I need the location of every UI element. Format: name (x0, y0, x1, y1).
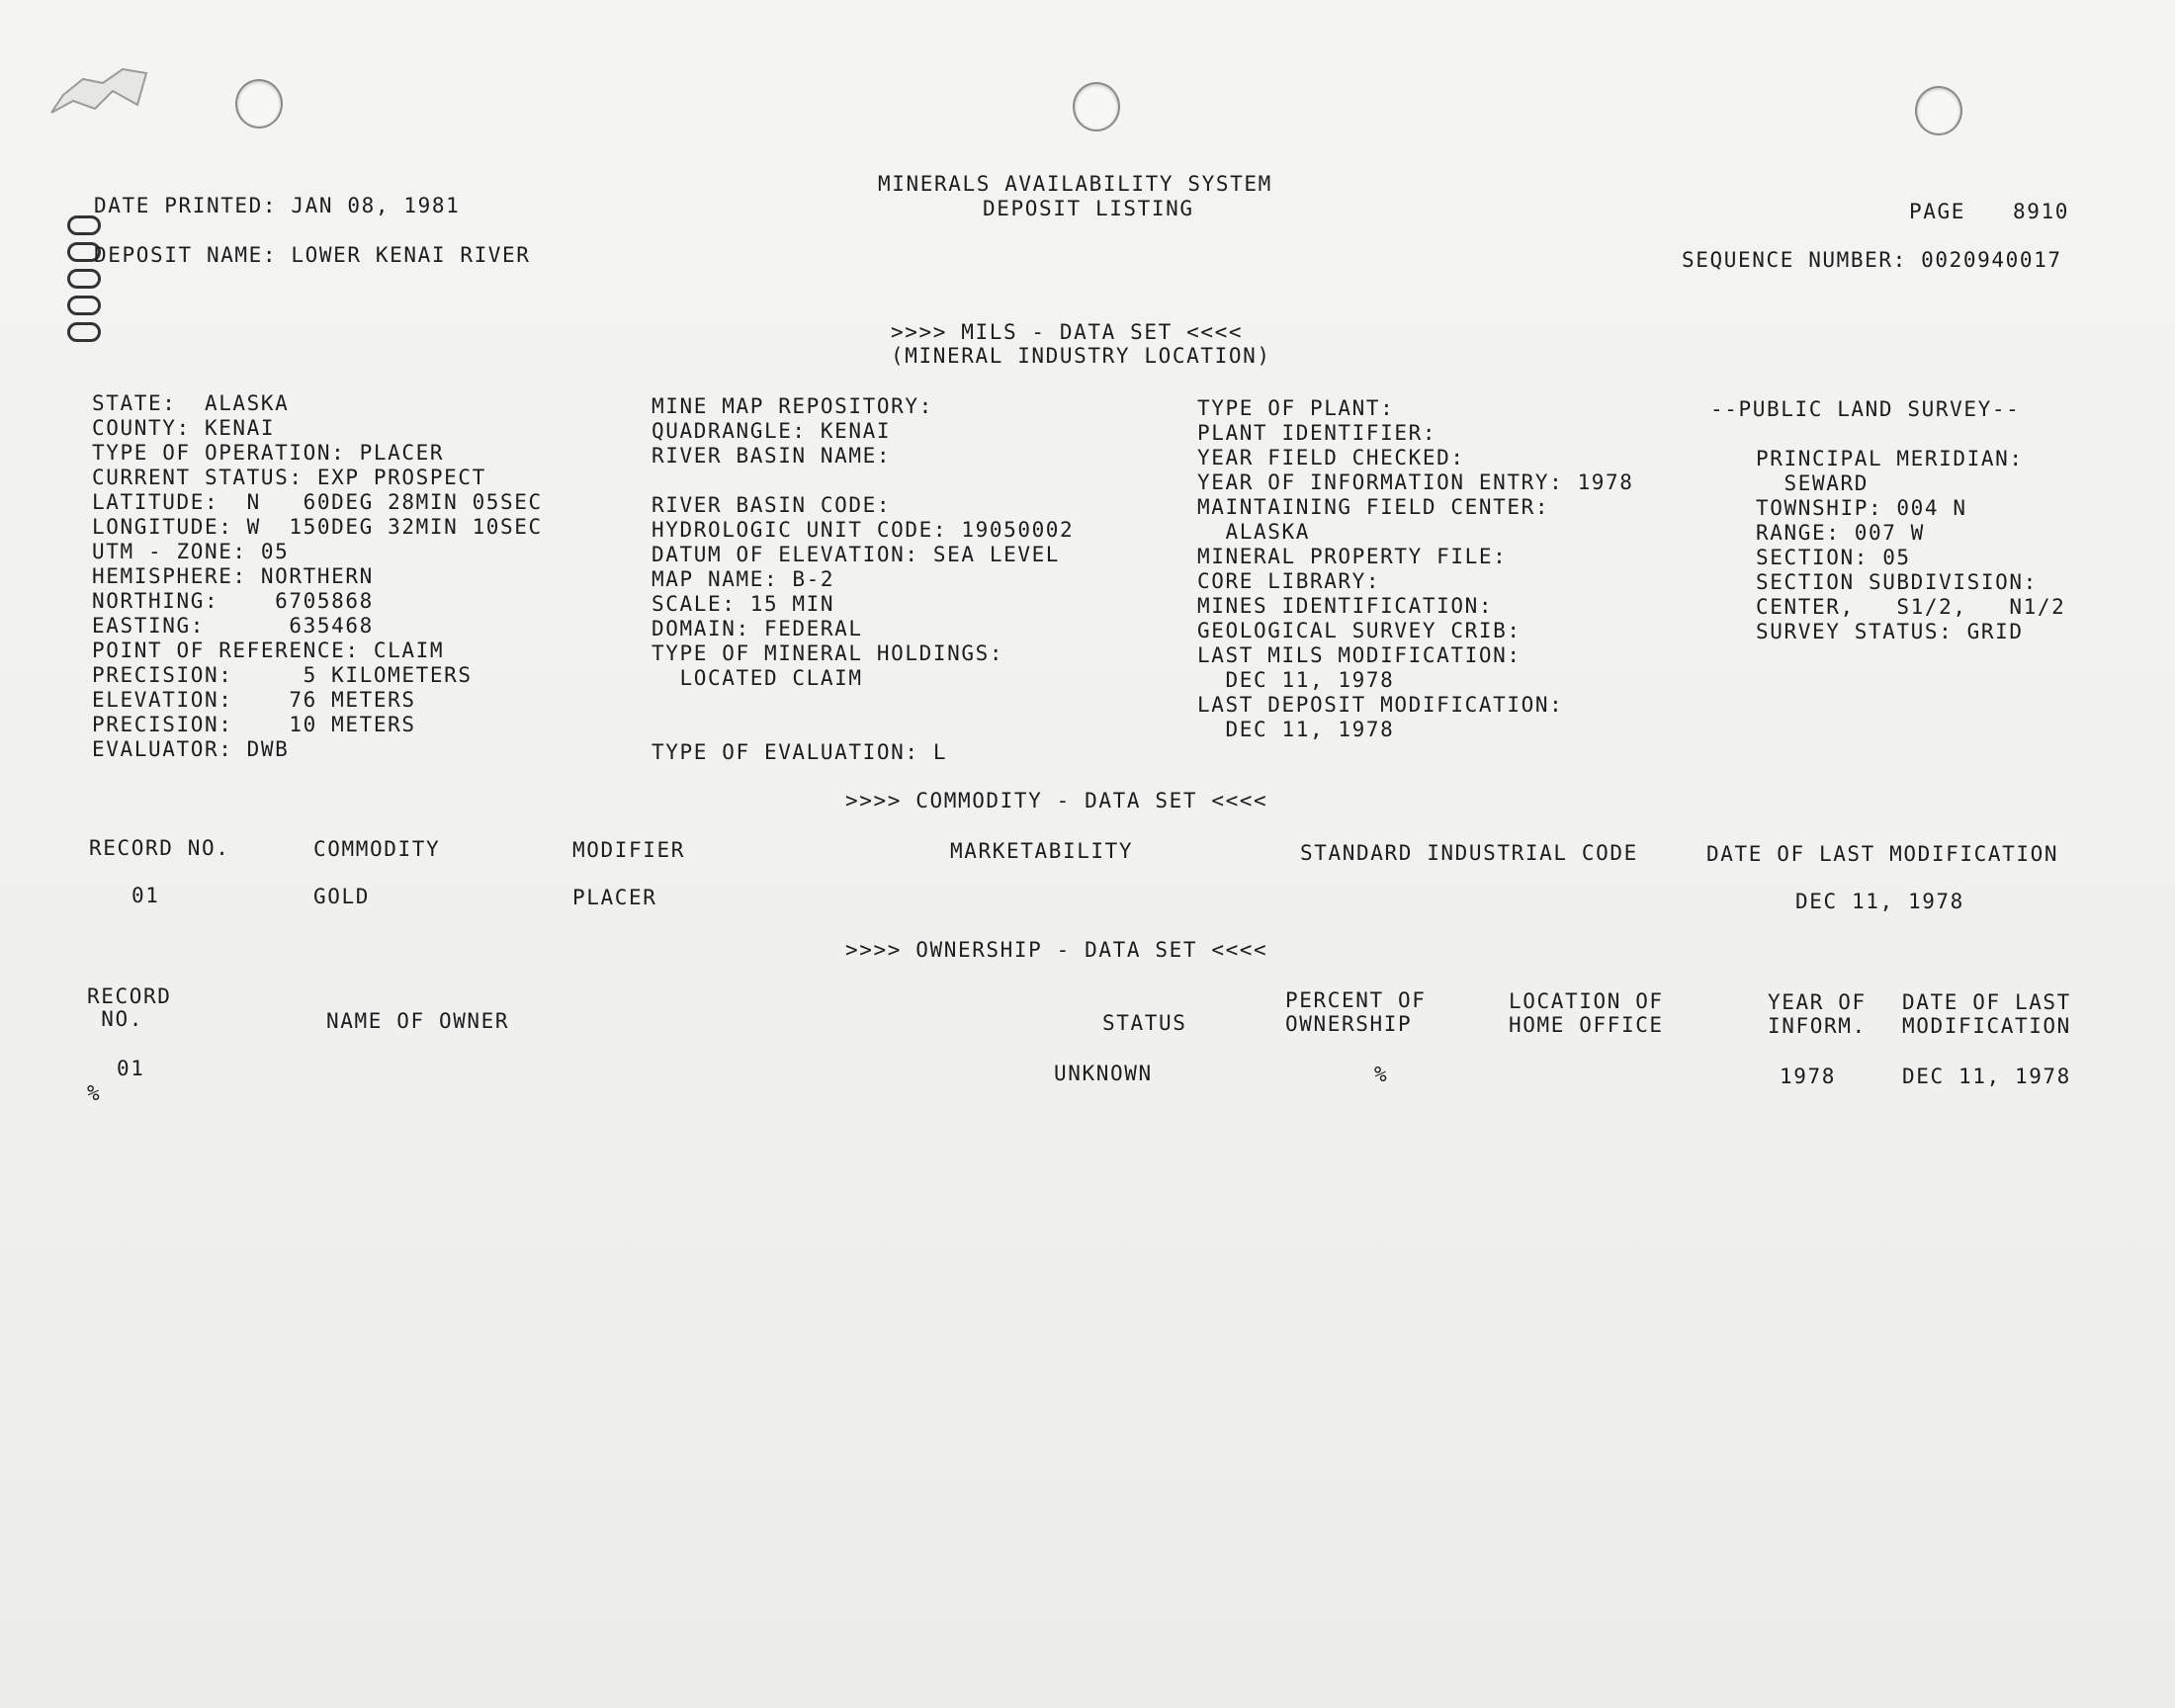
field-evaluator: EVALUATOR: DWB (92, 737, 290, 761)
page-number: 8910 (2013, 200, 2069, 223)
field-type-of-mineral-holdings: TYPE OF MINERAL HOLDINGS: (652, 641, 1004, 665)
page-label: PAGE (1909, 200, 1965, 223)
field-principal-meridian: PRINCIPAL MERIDIAN: (1756, 447, 2024, 470)
commodity-date: DEC 11, 1978 (1795, 890, 1964, 913)
ownership-header-record-2: NO. (87, 1007, 143, 1031)
field-type-of-plant: TYPE OF PLANT: (1197, 396, 1395, 420)
field-year-of-information-entry: YEAR OF INFORMATION ENTRY: 1978 (1197, 470, 1634, 494)
commodity-header-record: RECORD NO. (89, 836, 230, 860)
ownership-header-date-2: MODIFICATION (1902, 1014, 2071, 1038)
ownership-header-date-1: DATE OF LAST (1902, 990, 2071, 1014)
field-maintaining-field-center: MAINTAINING FIELD CENTER: (1197, 495, 1550, 519)
field-year-field-checked: YEAR FIELD CHECKED: (1197, 446, 1465, 470)
field-last-deposit-modification-date: DEC 11, 1978 (1197, 718, 1395, 741)
field-plant-identifier: PLANT IDENTIFIER: (1197, 421, 1437, 445)
field-meridian-value: SEWARD (1756, 471, 1869, 495)
field-easting: EASTING: 635468 (92, 614, 374, 638)
field-domain: DOMAIN: FEDERAL (652, 617, 863, 640)
field-utm-zone: UTM - ZONE: 05 (92, 540, 290, 563)
commodity-name: GOLD (313, 885, 370, 908)
field-state: STATE: ALASKA (92, 391, 290, 415)
field-mine-map-repository: MINE MAP REPOSITORY: (652, 394, 933, 418)
field-mines-identification: MINES IDENTIFICATION: (1197, 594, 1494, 618)
punch-hole-right (1915, 86, 1962, 135)
field-township: TOWNSHIP: 004 N (1756, 496, 1967, 520)
commodity-header-sic: STANDARD INDUSTRIAL CODE (1300, 841, 1638, 865)
end-of-record-marker: % (87, 1081, 102, 1105)
registration-mark (67, 215, 101, 235)
mils-section-title: >>>> MILS - DATA SET <<<< (891, 320, 1244, 344)
mils-section-subtitle: (MINERAL INDUSTRY LOCATION) (891, 344, 1271, 368)
field-mineral-property-file: MINERAL PROPERTY FILE: (1197, 545, 1508, 568)
commodity-modifier: PLACER (572, 886, 657, 909)
ownership-header-status: STATUS (1102, 1011, 1187, 1035)
field-longitude: LONGITUDE: W 150DEG 32MIN 10SEC (92, 515, 543, 539)
ownership-section-title: >>>> OWNERSHIP - DATA SET <<<< (845, 938, 1268, 962)
punch-hole-center (1073, 82, 1120, 131)
field-datum-of-elevation: DATUM OF ELEVATION: SEA LEVEL (652, 543, 1061, 566)
field-scale: SCALE: 15 MIN (652, 592, 835, 616)
field-type-of-operation: TYPE OF OPERATION: PLACER (92, 441, 445, 465)
commodity-record-no: 01 (131, 884, 160, 907)
field-river-basin-code: RIVER BASIN CODE: (652, 493, 892, 517)
field-hemisphere: HEMISPHERE: NORTHERN (92, 564, 374, 588)
commodity-header-commodity: COMMODITY (313, 837, 441, 861)
punch-hole-left (235, 79, 283, 128)
ownership-percent: % (1374, 1063, 1389, 1086)
field-hydrologic-unit-code: HYDROLOGIC UNIT CODE: 19050002 (652, 518, 1075, 542)
field-geological-survey-crib: GEOLOGICAL SURVEY CRIB: (1197, 619, 1522, 642)
field-located-claim: LOCATED CLAIM (652, 666, 863, 690)
ownership-header-percent-2: OWNERSHIP (1285, 1012, 1413, 1036)
field-last-mils-modification: LAST MILS MODIFICATION: (1197, 643, 1522, 667)
field-river-basin-name: RIVER BASIN NAME: (652, 444, 892, 468)
field-last-mils-modification-date: DEC 11, 1978 (1197, 668, 1395, 692)
registration-mark (67, 296, 101, 315)
ownership-header-location-1: LOCATION OF (1509, 989, 1664, 1013)
registration-mark (67, 269, 101, 289)
date-printed: DATE PRINTED: JAN 08, 1981 (94, 194, 461, 217)
field-field-center-value: ALASKA (1197, 520, 1310, 544)
field-northing: NORTHING: 6705868 (92, 589, 374, 613)
field-elevation: ELEVATION: 76 METERS (92, 688, 416, 712)
commodity-header-marketability: MARKETABILITY (950, 839, 1134, 863)
system-title: MINERALS AVAILABILITY SYSTEM (878, 172, 1272, 196)
ownership-record-no: 01 (117, 1057, 145, 1080)
plss-title: --PUBLIC LAND SURVEY-- (1710, 397, 2021, 421)
commodity-section-title: >>>> COMMODITY - DATA SET <<<< (845, 789, 1268, 812)
field-point-of-reference: POINT OF REFERENCE: CLAIM (92, 639, 445, 662)
bleed-through-marks (61, 1305, 91, 1552)
margin-registration-marks (67, 215, 107, 342)
field-type-of-evaluation: TYPE OF EVALUATION: L (652, 740, 948, 764)
ownership-status: UNKNOWN (1054, 1062, 1153, 1085)
ownership-header-location-2: HOME OFFICE (1509, 1013, 1664, 1037)
field-current-status: CURRENT STATUS: EXP PROSPECT (92, 466, 486, 489)
field-precision-km: PRECISION: 5 KILOMETERS (92, 663, 473, 687)
ownership-header-year-1: YEAR OF (1768, 990, 1867, 1014)
field-section-subdivision: SECTION SUBDIVISION: (1756, 570, 2038, 594)
field-core-library: CORE LIBRARY: (1197, 569, 1381, 593)
field-survey-status: SURVEY STATUS: GRID (1756, 620, 2024, 643)
sequence-number: SEQUENCE NUMBER: 0020940017 (1682, 248, 2062, 272)
field-section-subdivision-value: CENTER, S1/2, N1/2 (1756, 595, 2066, 619)
field-county: COUNTY: KENAI (92, 416, 276, 440)
ownership-year: 1978 (1780, 1065, 1836, 1088)
field-map-name: MAP NAME: B-2 (652, 567, 835, 591)
registration-mark (67, 322, 101, 342)
commodity-header-modifier: MODIFIER (572, 838, 685, 862)
field-last-deposit-modification: LAST DEPOSIT MODIFICATION: (1197, 693, 1564, 717)
field-range: RANGE: 007 W (1756, 521, 1925, 545)
commodity-header-date: DATE OF LAST MODIFICATION (1706, 842, 2059, 866)
field-latitude: LATITUDE: N 60DEG 28MIN 05SEC (92, 490, 543, 514)
ownership-date: DEC 11, 1978 (1902, 1065, 2071, 1088)
ownership-header-year-2: INFORM. (1768, 1014, 1867, 1038)
torn-corner-mark (44, 61, 150, 121)
field-precision-m: PRECISION: 10 METERS (92, 713, 416, 736)
deposit-name: DEPOSIT NAME: LOWER KENAI RIVER (94, 243, 531, 267)
ownership-header-percent-1: PERCENT OF (1285, 988, 1427, 1012)
ownership-header-name: NAME OF OWNER (326, 1009, 510, 1033)
field-section: SECTION: 05 (1756, 546, 1911, 569)
field-quadrangle: QUADRANGLE: KENAI (652, 419, 892, 443)
listing-title: DEPOSIT LISTING (983, 197, 1194, 220)
ownership-header-record-1: RECORD (87, 984, 172, 1008)
